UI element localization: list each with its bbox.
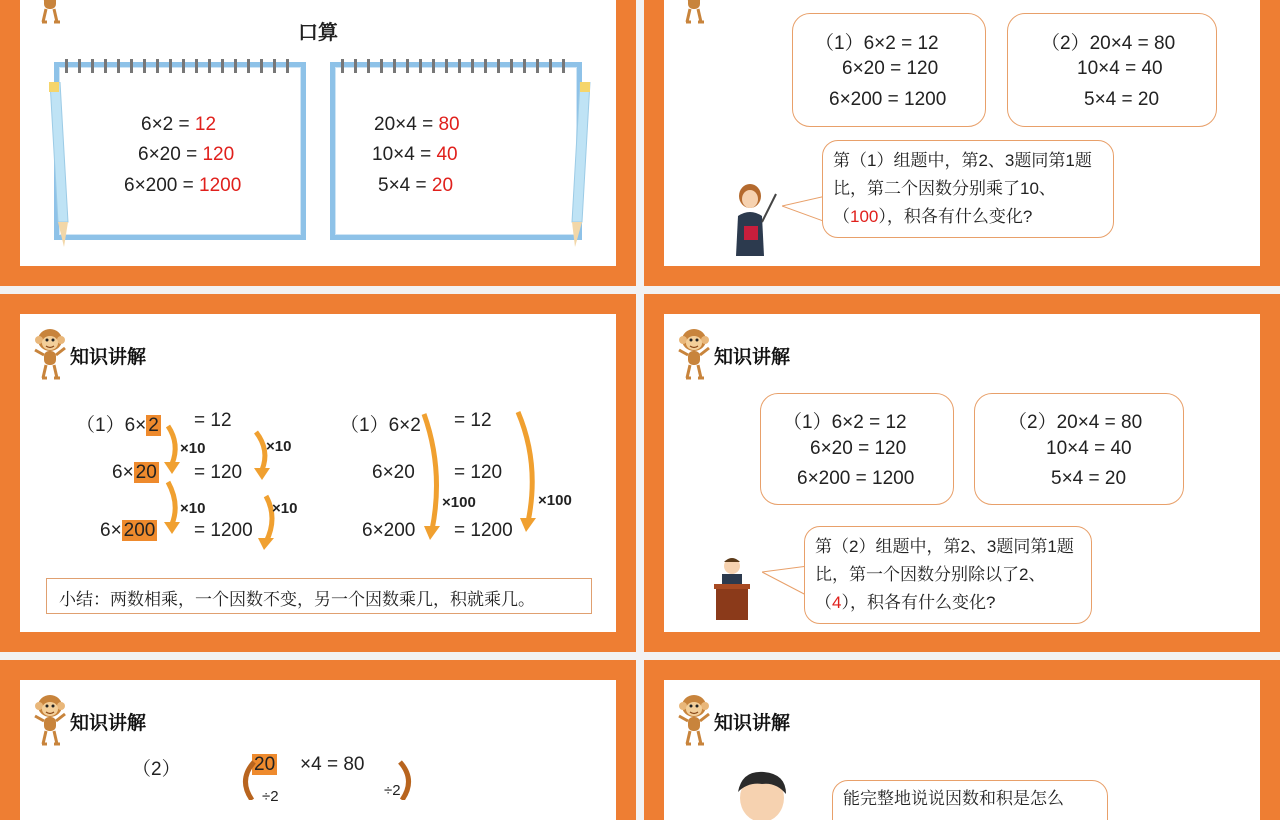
left-result-2: = 120 xyxy=(194,462,243,483)
pencil-left-icon xyxy=(42,82,72,252)
monkey-mascot-icon xyxy=(674,690,714,746)
box1-line2: 6×20 = 120 xyxy=(842,58,939,79)
equation-6x20: 6×20 = 120 xyxy=(138,144,235,165)
box2-line1: （2）20×4 = 80 xyxy=(1041,33,1176,54)
box2-line2: 10×4 = 40 xyxy=(1046,438,1132,459)
slide-thumbnail-3[interactable] xyxy=(0,294,636,652)
box1-line3: 6×200 = 1200 xyxy=(797,468,915,489)
section-title: 知识讲解 xyxy=(714,713,791,734)
equation-6x200: 6×200 = 1200 xyxy=(124,175,242,196)
boy-avatar-icon xyxy=(732,768,792,820)
right-expr-2: 6×20 xyxy=(372,462,415,483)
box2-line3: 5×4 = 20 xyxy=(1084,89,1160,110)
box1-line1: （1）6×2 = 12 xyxy=(783,412,907,433)
equation-20x4: 20 xyxy=(254,754,276,775)
slide-title: 口算 xyxy=(298,22,338,44)
pencil-right-icon xyxy=(566,82,596,252)
left-expr-2: 6× 20 xyxy=(112,462,157,483)
box1-line3: 6×200 = 1200 xyxy=(829,89,947,110)
section-title: 知识讲解 xyxy=(70,347,147,368)
question-bubble: 第（1）组题中，第2、3题同第1题比，第二个因数分别乘了10、（100），积各有什么变化? xyxy=(822,140,1114,238)
left-mult-2: ×10 xyxy=(266,438,292,455)
divide-label-1: ÷2 xyxy=(262,788,279,805)
divide-label-2: ÷2 xyxy=(384,782,401,799)
monkey-mascot-icon xyxy=(30,324,70,380)
notebook-rings xyxy=(65,59,295,73)
arrows-left-icon xyxy=(160,414,300,564)
right-result-3: = 1200 xyxy=(454,520,513,541)
monkey-mascot-icon xyxy=(30,690,70,746)
box1-line1: （1）6×2 = 12 xyxy=(815,33,939,54)
right-mult-1: ×100 xyxy=(442,494,476,511)
left-mult-4: ×10 xyxy=(272,500,298,517)
right-mult-2: ×100 xyxy=(538,492,572,509)
teacher-woman-icon xyxy=(726,182,786,256)
equation-6x2: 6×2 = 12 xyxy=(141,114,217,135)
slide-thumbnail-1[interactable] xyxy=(0,0,636,286)
notebook-rings xyxy=(341,59,571,73)
bubble-tail xyxy=(782,196,826,226)
left-mult-3: ×10 xyxy=(180,500,206,517)
arrows-right-icon xyxy=(418,410,558,560)
right-result-1: = 12 xyxy=(454,410,492,431)
group-label: （2） xyxy=(132,759,181,780)
question-bubble: 第（2）组题中，第2、3题同第1题比，第一个因数分别除以了2、（4），积各有什么变化? xyxy=(804,526,1092,624)
equation-5x4: 5×4 = 20 xyxy=(378,175,454,196)
right-result-2: = 120 xyxy=(454,462,503,483)
slide-thumbnail-6[interactable] xyxy=(644,660,1280,820)
box2-line3: 5×4 = 20 xyxy=(1051,468,1127,489)
left-expr-1: （1）6× 2 xyxy=(76,415,159,436)
monkey-mascot-icon xyxy=(674,324,714,380)
section-title: 知识讲解 xyxy=(714,347,791,368)
left-result-3: = 1200 xyxy=(194,520,253,541)
left-result-1: = 12 xyxy=(194,410,232,431)
monkey-mascot-icon xyxy=(30,0,70,24)
section-title: 知识讲解 xyxy=(70,713,147,734)
box2-line1: （2）20×4 = 80 xyxy=(1008,412,1143,433)
slide-thumbnail-4[interactable] xyxy=(644,294,1280,652)
box2-line2: 10×4 = 40 xyxy=(1077,58,1163,79)
teacher-podium-icon xyxy=(714,556,754,622)
bubble-tail xyxy=(762,566,808,600)
left-mult-1: ×10 xyxy=(180,440,206,457)
speech-bubble: 能完整地说说因数和积是怎么 xyxy=(832,780,1108,820)
slide-thumbnail-2[interactable] xyxy=(644,0,1280,286)
summary-box: 小结：两数相乘，一个因数不变，另一个因数乘几，积就乘几。 xyxy=(46,578,592,614)
equation-20x4: 20×4 = 80 xyxy=(374,114,460,135)
equation-10x4: 10×4 = 40 xyxy=(372,144,458,165)
right-expr-1: （1）6×2 xyxy=(340,415,421,436)
slide-thumbnail-5[interactable] xyxy=(0,660,636,820)
right-expr-3: 6×200 xyxy=(362,520,416,541)
monkey-mascot-icon xyxy=(674,0,714,24)
left-expr-3: 6× 200 xyxy=(100,520,156,541)
equation-rest: ×4 = 80 xyxy=(300,754,365,775)
box1-line2: 6×20 = 120 xyxy=(810,438,907,459)
